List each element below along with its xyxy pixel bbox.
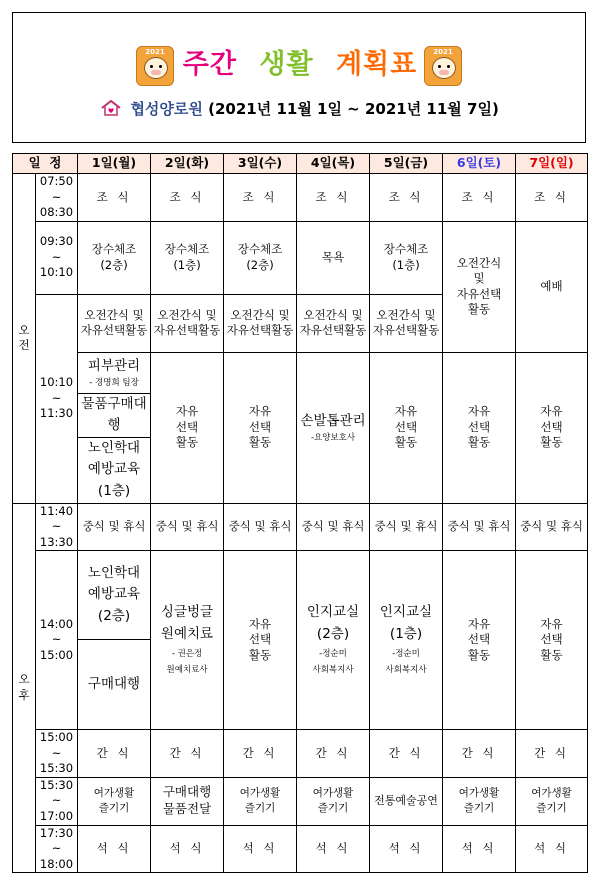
day-wed: 3일(수) <box>224 154 297 174</box>
breakfast-cell: 조 식 <box>370 174 443 222</box>
exercise-cell: 장수체조 (1층) <box>370 221 443 294</box>
am-label: 오 전 <box>13 174 36 504</box>
breakfast-cell: 조 식 <box>151 174 224 222</box>
row-exercise <box>13 221 588 294</box>
shopping-proxy-label: 물품구매대행 <box>81 395 147 434</box>
dinner-cell: 석 식 <box>370 825 443 873</box>
elder-edu-pm-label: 노인학대 예방교육 (2층) <box>87 564 141 624</box>
exercise-cell: 장수체조 (1층) <box>151 221 224 294</box>
cognitive-class-label: 인지교실 (1층) <box>379 604 433 642</box>
header-row <box>13 154 588 174</box>
lunch-cell: 중식 및 휴식 <box>370 503 443 551</box>
am-snack-cell: 오전간식 및 자유선택활동 <box>370 294 443 352</box>
cognitive-class-staff: -정순미 사회복지사 <box>312 648 354 675</box>
leisure-cell: 여가생활 즐기기 <box>516 777 588 825</box>
free-activity-cell: 자유 선택 활동 <box>443 352 516 503</box>
time-cell: 15:30 ~ 17:00 <box>36 777 78 825</box>
shopping-label: 구매대행 <box>87 675 141 692</box>
free-activity-cell: 자유 선택 활동 <box>516 352 588 503</box>
time-cell: 11:40 ~ 13:30 <box>36 503 78 551</box>
day-tue: 2일(화) <box>151 154 224 174</box>
cognitive-class-staff: -정순미 사회복지사 <box>385 648 427 675</box>
exercise-cell: 장수체조 (2층) <box>224 221 297 294</box>
leisure-cell: 여가생활 즐기기 <box>443 777 516 825</box>
exercise-cell: 장수체조 (2층) <box>78 221 151 294</box>
subtitle <box>0 98 600 119</box>
bath-cell: 목욕 <box>297 221 370 294</box>
worship-cell: 예배 <box>516 221 588 352</box>
dinner-cell: 석 식 <box>151 825 224 873</box>
title-word-1: 주간 <box>182 49 237 80</box>
free-activity-cell: 자유 선택 활동 <box>151 352 224 503</box>
nail-care-label: 손발톱관리 <box>300 413 366 429</box>
free-activity-cell: 자유 선택 활동 <box>224 551 297 730</box>
day-sat: 6일(토) <box>443 154 516 174</box>
home-heart-icon <box>101 100 121 116</box>
lunch-cell: 중식 및 휴식 <box>78 503 151 551</box>
am-snack-cell: 오전간식 및 자유선택활동 <box>297 294 370 352</box>
lunch-cell: 중식 및 휴식 <box>224 503 297 551</box>
dinner-cell: 석 식 <box>516 825 588 873</box>
breakfast-cell: 조 식 <box>443 174 516 222</box>
lunch-cell: 중식 및 휴식 <box>516 503 588 551</box>
leisure-cell: 여가생활 즐기기 <box>297 777 370 825</box>
row-leisure <box>13 777 588 825</box>
free-activity-cell: 자유 선택 활동 <box>443 551 516 730</box>
org-name: 협성양로원 <box>130 100 203 118</box>
garden-therapy-staff: - 권은정 원예치료사 <box>166 648 208 675</box>
row-am-activity <box>13 352 588 503</box>
breakfast-cell: 조 식 <box>297 174 370 222</box>
am-snack-cell: 오전간식 및 자유선택활동 <box>151 294 224 352</box>
free-activity-cell: 자유 선택 활동 <box>224 352 297 503</box>
row-pm-activity <box>13 551 588 730</box>
dinner-cell: 석 식 <box>443 825 516 873</box>
garden-therapy-cell <box>151 551 224 730</box>
snack-cell: 간 식 <box>151 730 224 778</box>
snack-cell: 간 식 <box>443 730 516 778</box>
delivery-cell: 구매대행 물품전달 <box>151 777 224 825</box>
snack-cell: 간 식 <box>370 730 443 778</box>
time-cell: 15:00 ~ 15:30 <box>36 730 78 778</box>
snack-cell: 간 식 <box>297 730 370 778</box>
title-word-3: 계획표 <box>335 49 418 80</box>
skin-care-staff: - 경명희 팀장 <box>89 377 139 388</box>
free-activity-cell: 자유 선택 활동 <box>516 551 588 730</box>
ox-mascot-right-icon: 2021 <box>424 46 462 86</box>
day-fri: 5일(금) <box>370 154 443 174</box>
lunch-cell: 중식 및 휴식 <box>443 503 516 551</box>
cognitive-class-cell <box>370 551 443 730</box>
day-sun: 7일(일) <box>516 154 588 174</box>
sat-morning-cell: 오전간식 및 자유선택 활동 <box>443 221 516 352</box>
row-breakfast <box>13 174 588 222</box>
page-title <box>0 42 600 81</box>
row-lunch <box>13 503 588 551</box>
day-thu: 4일(목) <box>297 154 370 174</box>
lunch-cell: 중식 및 휴식 <box>151 503 224 551</box>
free-activity-cell: 자유 선택 활동 <box>370 352 443 503</box>
breakfast-cell: 조 식 <box>516 174 588 222</box>
ox-mascot-left-icon: 2021 <box>136 46 174 86</box>
date-range: (2021년 11월 1일 ~ 2021년 11월 7일) <box>208 100 499 118</box>
schedule-table <box>12 153 588 873</box>
garden-therapy-label: 싱글벙글 원예치료 <box>160 604 214 642</box>
dinner-cell: 석 식 <box>78 825 151 873</box>
cognitive-class-cell <box>297 551 370 730</box>
nail-care-staff: -요양보호사 <box>310 432 356 443</box>
snack-cell: 간 식 <box>78 730 151 778</box>
breakfast-cell: 조 식 <box>78 174 151 222</box>
snack-cell: 간 식 <box>516 730 588 778</box>
mon-pm-activity-cell <box>78 551 151 730</box>
time-cell: 09:30 ~ 10:10 <box>36 221 78 294</box>
leisure-cell: 여가생활 즐기기 <box>224 777 297 825</box>
leisure-cell: 여가생활 즐기기 <box>78 777 151 825</box>
day-mon: 1일(월) <box>78 154 151 174</box>
elder-edu-label: 노인학대 예방교육 (1층) <box>87 439 141 499</box>
row-snack <box>13 730 588 778</box>
am-snack-cell: 오전간식 및 자유선택활동 <box>224 294 297 352</box>
time-cell: 10:10 ~ 11:30 <box>36 294 78 503</box>
mon-am-activity-cell <box>78 352 151 503</box>
nail-care-cell <box>297 352 370 503</box>
am-snack-cell: 오전간식 및 자유선택활동 <box>78 294 151 352</box>
breakfast-cell: 조 식 <box>224 174 297 222</box>
cognitive-class-label: 인지교실 (2층) <box>306 604 360 642</box>
title-word-2: 생활 <box>259 49 314 80</box>
lunch-cell: 중식 및 휴식 <box>297 503 370 551</box>
time-cell: 17:30 ~ 18:00 <box>36 825 78 873</box>
snack-cell: 간 식 <box>224 730 297 778</box>
dinner-cell: 석 식 <box>297 825 370 873</box>
traditional-arts-cell: 전통예술공연 <box>370 777 443 825</box>
time-cell: 07:50 ~ 08:30 <box>36 174 78 222</box>
pm-label: 오 후 <box>13 503 36 873</box>
corner-cell: 일 정 <box>13 154 78 174</box>
time-cell: 14:00 ~ 15:00 <box>36 551 78 730</box>
dinner-cell: 석 식 <box>224 825 297 873</box>
skin-care-label: 피부관리 <box>87 358 141 375</box>
